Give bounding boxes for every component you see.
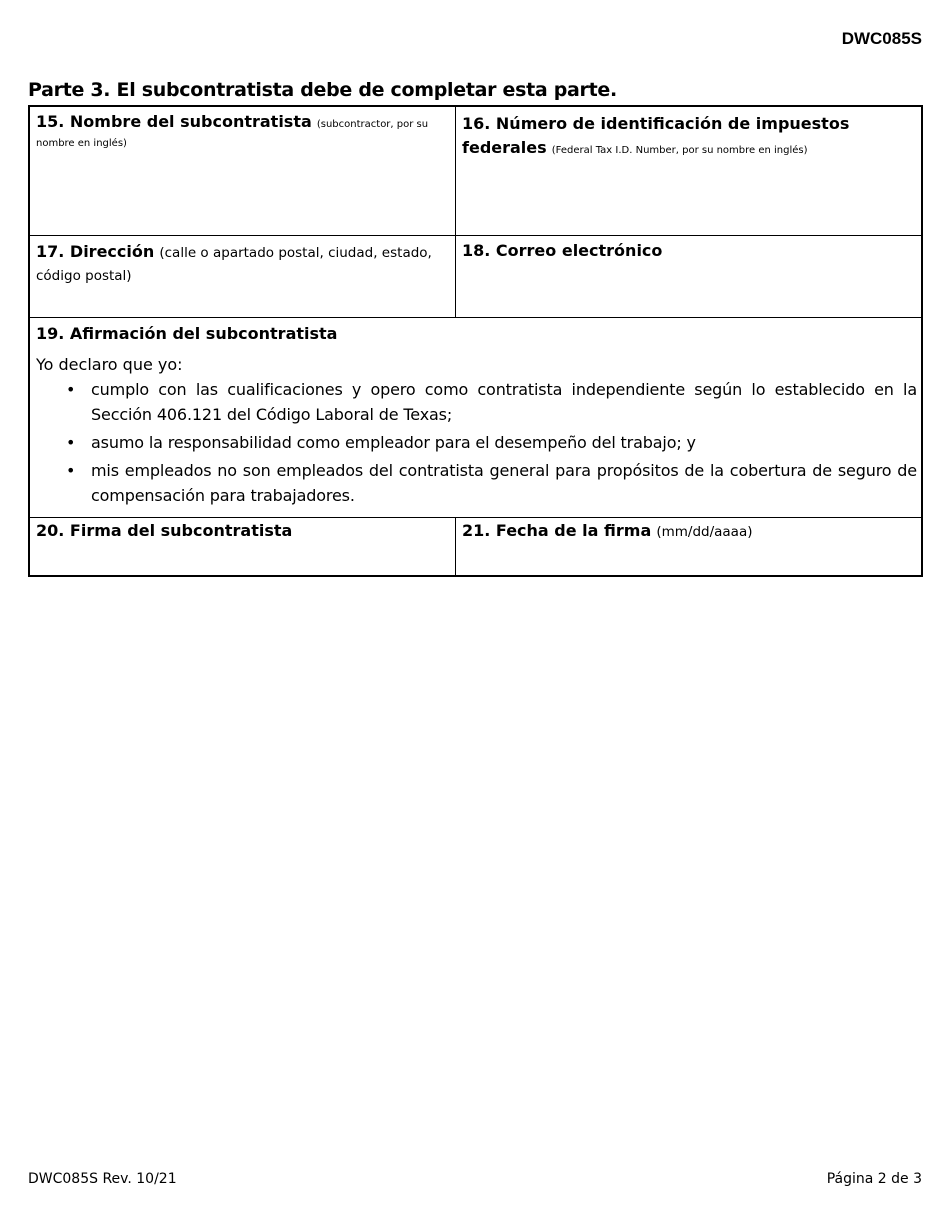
affirmation-item: • mis empleados no son empleados del contratista general para propósitos de la cobertura de seguro de compensación para trabajadores. bbox=[66, 461, 917, 505]
field-18-label: 18. Correo electrónico bbox=[462, 241, 663, 260]
field-15-note: (subcontractor, por su nombre en inglés) bbox=[36, 119, 429, 149]
part-heading: Parte 3. El subcontratista debe de completar esta parte. bbox=[28, 79, 617, 101]
field-15-subcontractor-name[interactable] bbox=[30, 107, 455, 235]
field-20-signature[interactable] bbox=[30, 518, 455, 575]
subcontractor-form bbox=[28, 105, 923, 577]
field-21-note: (mm/dd/aaaa) bbox=[656, 524, 753, 540]
field-17-address[interactable] bbox=[30, 236, 455, 317]
field-18-email[interactable] bbox=[456, 236, 923, 317]
field-21-signature-date[interactable] bbox=[456, 518, 923, 575]
field-19-affirmation bbox=[30, 318, 923, 517]
field-20-label: 20. Firma del subcontratista bbox=[36, 521, 293, 540]
affirmation-item: • cumplo con las cualificaciones y opero como contratista independiente según lo establecido en la Sección 406.121 del Código Laboral de Texas; bbox=[66, 380, 917, 424]
affirmation-intro: Yo declaro que yo: bbox=[36, 355, 183, 374]
affirmation-list bbox=[36, 377, 917, 508]
field-15-label: 15. Nombre del subcontratista bbox=[36, 112, 312, 131]
footer-page-number: Página 2 de 3 bbox=[826, 1171, 922, 1187]
field-19-label: 19. Afirmación del subcontratista bbox=[36, 324, 338, 343]
field-21-label: 21. Fecha de la firma bbox=[462, 521, 652, 540]
footer-revision: DWC085S Rev. 10/21 bbox=[28, 1171, 177, 1187]
field-16-federal-tax-id[interactable] bbox=[456, 107, 923, 235]
affirmation-item: • asumo la responsabilidad como empleador para el desempeño del trabajo; y bbox=[66, 433, 696, 452]
field-17-label: 17. Dirección bbox=[36, 242, 155, 261]
form-id: DWC085S bbox=[841, 29, 922, 48]
field-16-note: (Federal Tax I.D. Number, por su nombre en inglés) bbox=[551, 145, 808, 156]
field-16-label: 16. Número de identificación de impuestos federales bbox=[462, 114, 850, 157]
field-17-note: (calle o apartado postal, ciudad, estado, código postal) bbox=[36, 245, 432, 284]
